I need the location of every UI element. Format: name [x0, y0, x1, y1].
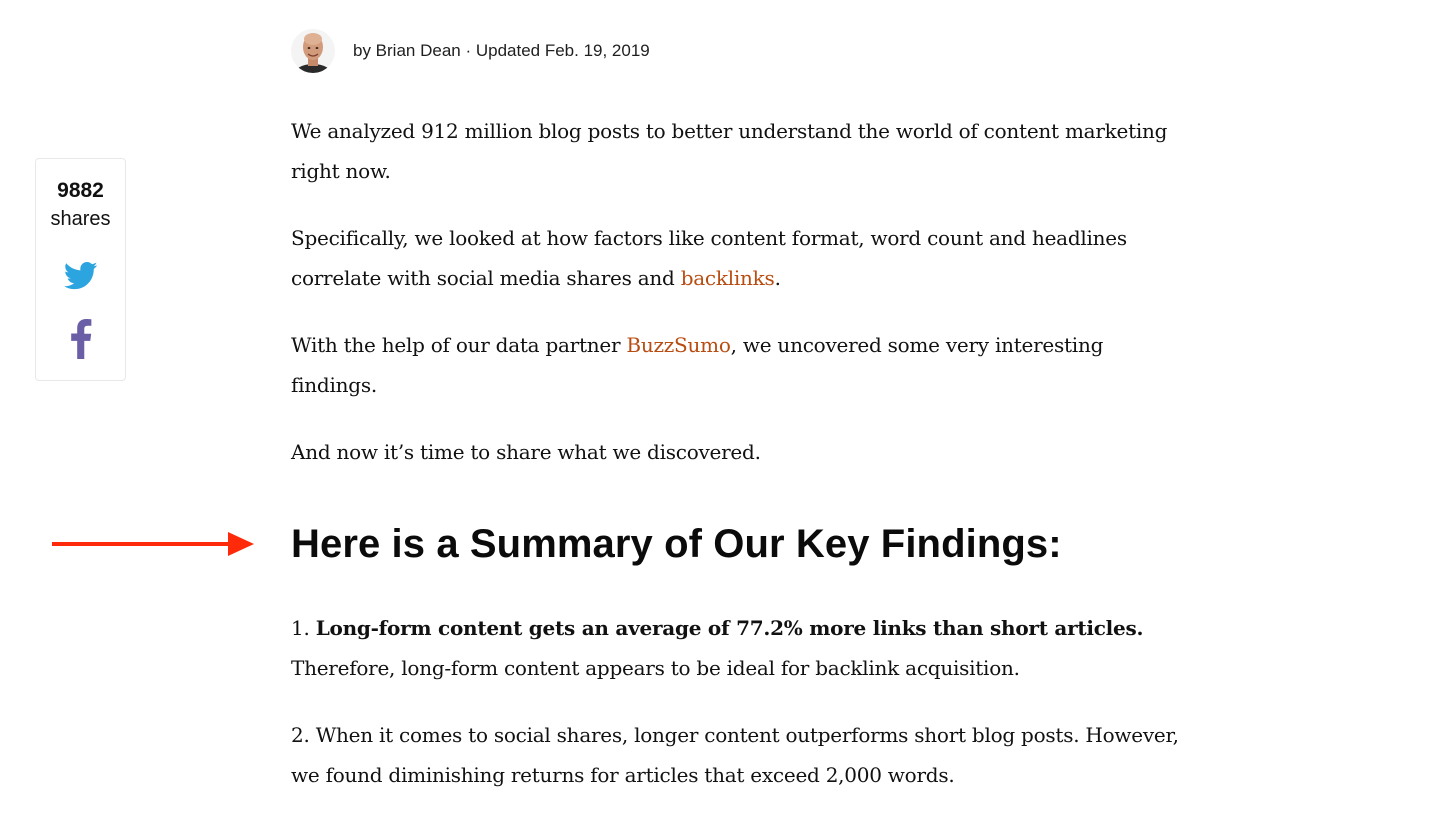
byline-text: by Brian Dean · Updated Feb. 19, 2019	[353, 41, 650, 60]
arrow-right-icon	[50, 530, 256, 558]
share-box	[35, 158, 126, 381]
twitter-icon[interactable]	[64, 261, 98, 291]
section-heading: Here is a Summary of Our Key Findings:	[291, 522, 1062, 566]
finding-1-headline: Long-form content gets an average of 77.2% more links than short articles.	[315, 616, 1144, 640]
factors-text: Specifically, we looked at how factors like content format, word count and headlines correlate with social media shares and	[291, 226, 1127, 290]
finding-2: 2. When it comes to social shares, longer content outperforms short blog posts. However, we found diminishing returns for articles that exceed 2,000 words.	[291, 723, 1179, 787]
finding-1	[291, 608, 1191, 688]
partner-text: With the help of our data partner	[291, 333, 627, 357]
partner-end: , we uncovered some very interesting findings.	[291, 333, 1104, 397]
factors-end: .	[774, 266, 781, 290]
author-byline	[291, 28, 650, 74]
intro-paragraph: We analyzed 912 million blog posts to better understand the world of content marketing right now.	[291, 119, 1168, 183]
finding-1-text: Therefore, long-form content appears to be ideal for backlink acquisition.	[291, 656, 1020, 680]
backlinks-link[interactable]: backlinks	[680, 266, 775, 290]
finding-1-number: 1.	[291, 616, 316, 640]
facebook-icon[interactable]	[69, 319, 93, 359]
partner-paragraph	[291, 325, 1191, 405]
share-count: 9882	[57, 179, 104, 202]
author-avatar[interactable]	[291, 29, 335, 73]
share-label: shares	[50, 208, 111, 230]
factors-paragraph	[291, 218, 1191, 298]
share-discovery-paragraph: And now it’s time to share what we discovered.	[291, 440, 761, 464]
buzzsumo-link[interactable]: BuzzSumo	[626, 333, 731, 357]
